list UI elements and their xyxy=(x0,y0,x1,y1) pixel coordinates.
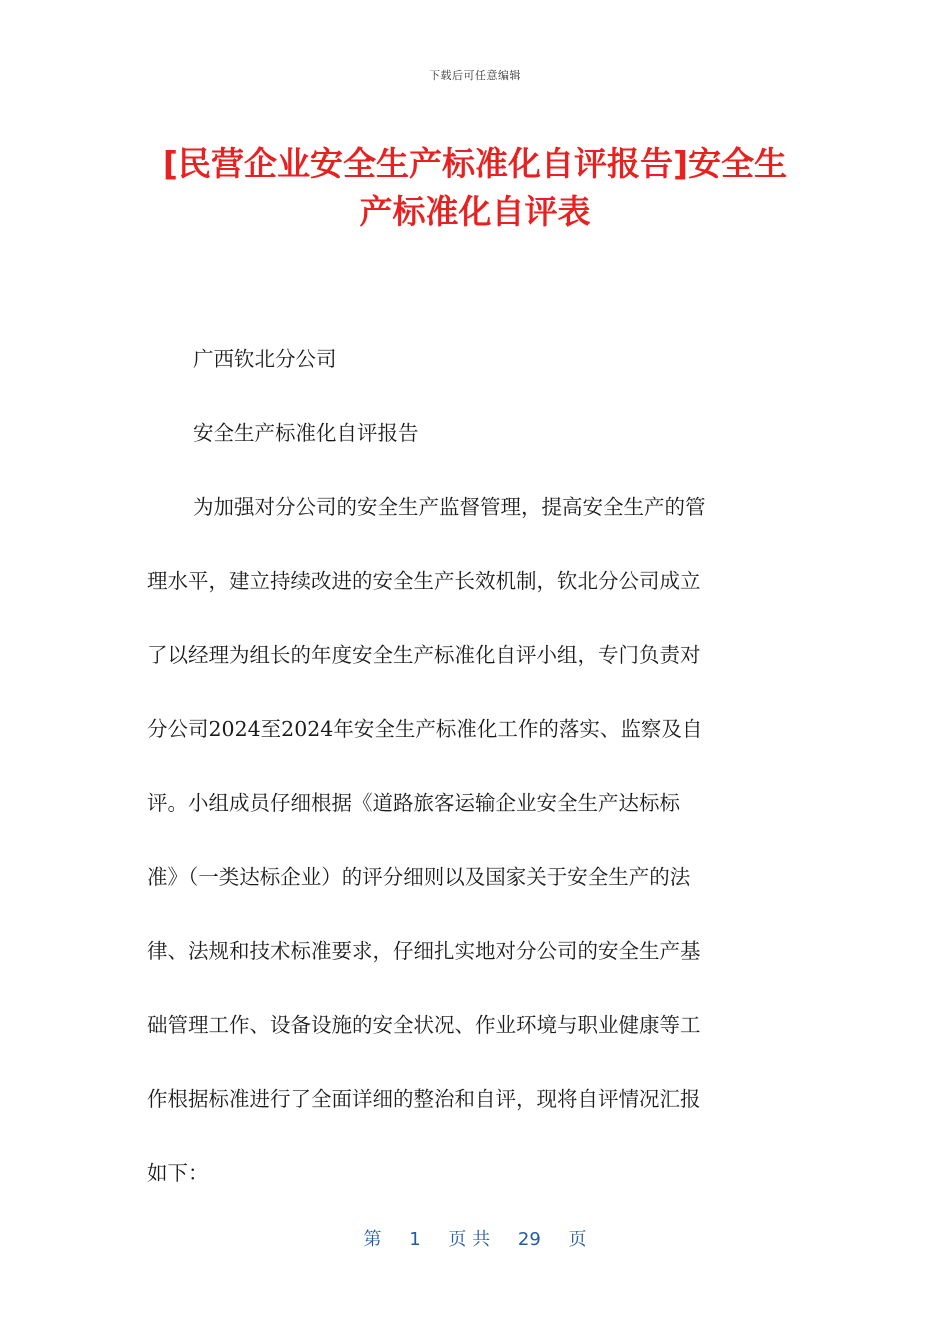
current-page-number: 1 xyxy=(409,1229,421,1250)
total-pages-number: 29 xyxy=(517,1229,541,1250)
paragraph-line: 分公司2024至2024年安全生产标准化工作的落实、监察及自 xyxy=(147,717,703,741)
paragraph-line: 理水平，建立持续改进的安全生产长效机制，钦北分公司成立 xyxy=(147,569,701,593)
header-note: 下载后可任意编辑 xyxy=(429,69,521,82)
title-line-2: 产标准化自评表 xyxy=(359,192,591,231)
footer-suffix: 页 xyxy=(568,1229,587,1250)
document-title xyxy=(150,140,800,236)
title-line-1: [民营企业安全生产标准化自评报告]安全生 xyxy=(162,144,788,183)
footer-prefix: 第 xyxy=(363,1229,382,1250)
paragraph-line: 础管理工作、设备设施的安全状况、作业环境与职业健康等工 xyxy=(147,1013,701,1037)
paragraph-line: 作根据标准进行了全面详细的整治和自评，现将自评情况汇报 xyxy=(147,1087,701,1111)
paragraph-line: 律、法规和技术标准要求，仔细扎实地对分公司的安全生产基 xyxy=(147,939,701,963)
paragraph-line: 评。小组成员仔细根据《道路旅客运输企业安全生产达标标 xyxy=(147,791,680,815)
page-footer xyxy=(0,1225,950,1251)
company-name: 广西钦北分公司 xyxy=(193,347,337,371)
document-body xyxy=(147,322,793,1210)
report-name: 安全生产标准化自评报告 xyxy=(193,421,419,445)
paragraph-line: 如下： xyxy=(147,1161,209,1185)
footer-middle: 页 共 xyxy=(448,1229,491,1250)
paragraph-line: 了以经理为组长的年度安全生产标准化自评小组，专门负责对 xyxy=(147,643,701,667)
paragraph-line: 为加强对分公司的安全生产监督管理，提高安全生产的管 xyxy=(193,495,706,519)
paragraph-line: 准》（一类达标企业）的评分细则以及国家关于安全生产的法 xyxy=(147,865,691,889)
